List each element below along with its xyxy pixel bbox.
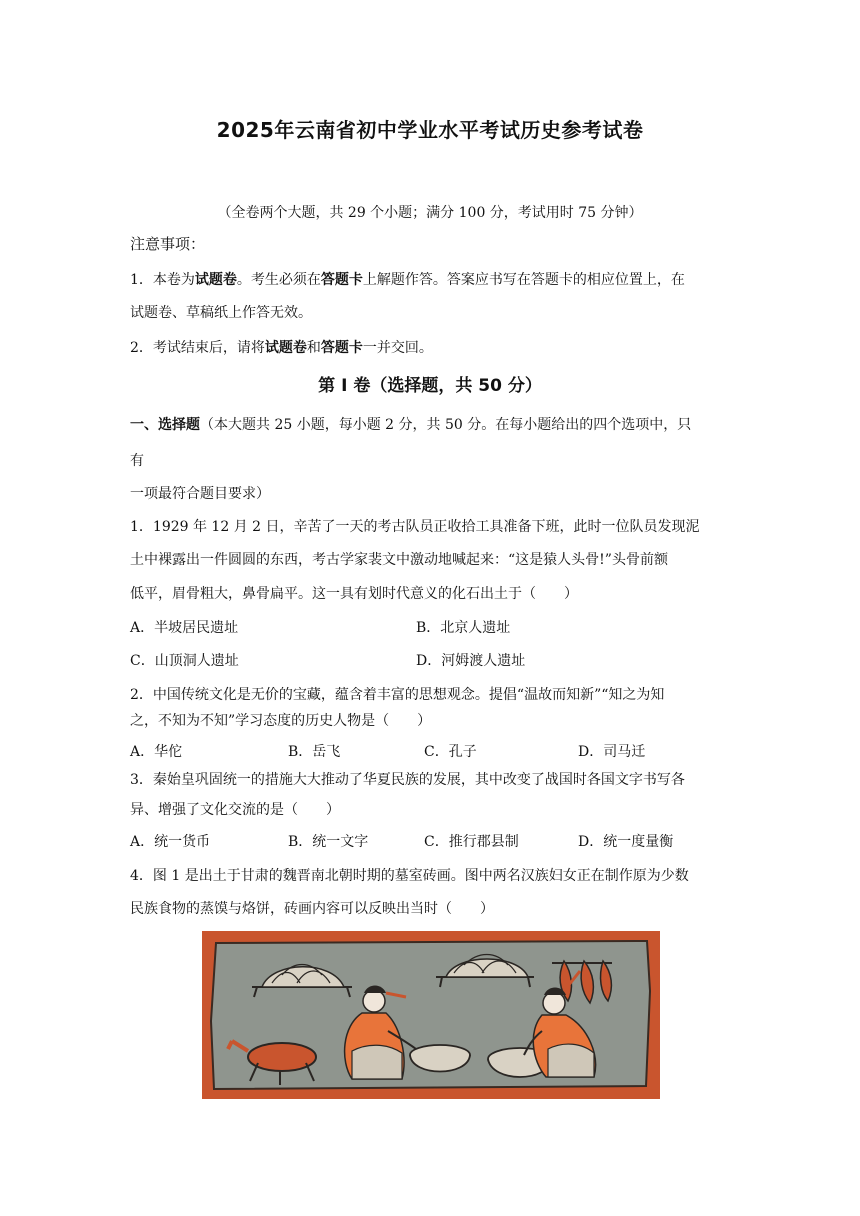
notice-bold: 试题卷 [264, 340, 307, 356]
notice-item-1 [130, 270, 685, 290]
question-1-option-c: C．山顶洞人遗址 [130, 653, 239, 669]
question-2-line-2: 之，不知为不知”学习态度的历史人物是（ ） [130, 713, 432, 729]
notice-text: 一并交回。 [362, 340, 433, 356]
tomb-brick-painting-image [202, 931, 660, 1099]
question-1-line-3: 低平，眉骨粗大，鼻骨扁平。这一具有划时代意义的化石出土于（ ） [130, 586, 578, 602]
section-heading-bold: 一、选择题 [130, 417, 200, 433]
question-1-option-a: A．半坡居民遗址 [130, 620, 239, 636]
question-3-option-c: C．推行郡县制 [424, 834, 519, 850]
question-2-option-a: A．华佗 [130, 744, 183, 760]
basin-middle [410, 1045, 470, 1072]
question-1-option-d: D．河姆渡人遗址 [416, 653, 526, 669]
question-3-option-b: B．统一文字 [288, 834, 369, 850]
question-1-option-b: B．北京人遗址 [416, 620, 511, 636]
tomb-brick-painting-svg [202, 931, 660, 1099]
question-3-line-2: 异、增强了文化交流的是（ ） [130, 802, 340, 818]
notice-text: 。考生必须在 [236, 272, 321, 288]
question-3-option-a: A．统一货币 [130, 834, 211, 850]
question-2-option-c: C．孔子 [424, 744, 477, 760]
question-1-line-1: 1．1929 年 12 月 2 日，辛苦了一天的考古队员正收拾工具准备下班，此时一位队员发现泥 [130, 519, 700, 535]
exam-subtitle: （全卷两个大题，共 29 个小题；满分 100 分，考试用时 75 分钟） [217, 205, 643, 221]
notice-text: 上解题作答。答案应书写在答题卡的相应位置上，在 [362, 272, 685, 288]
notice-text: 2．考试结束后，请将 [130, 340, 265, 356]
question-4-line-2: 民族食物的蒸馍与烙饼，砖画内容可以反映出当时（ ） [130, 901, 494, 917]
page-title: 2025年云南省初中学业水平考试历史参考试卷 [216, 118, 644, 142]
notice-item-2 [130, 338, 433, 358]
notice-text: 和 [306, 340, 321, 356]
question-2-option-b: B．岳飞 [288, 744, 341, 760]
section-heading [130, 415, 691, 435]
section-heading-line-3: 一项最符合题目要求） [130, 486, 270, 502]
notice-heading: 注意事项： [130, 235, 206, 253]
question-3-line-1: 3．秦始皇巩固统一的措施大大推动了华夏民族的发展，其中改变了战国时各国文字书写各 [130, 772, 685, 788]
notice-bold: 试题卷 [194, 272, 237, 288]
question-3-option-d: D．统一度量衡 [578, 834, 674, 850]
question-2-line-1: 2．中国传统文化是无价的宝藏，蕴含着丰富的思想观念。提倡“温故而知新”“知之为知 [130, 687, 665, 703]
section-title: 第 I 卷（选择题，共 50 分） [318, 376, 542, 396]
section-heading-line-2: 有 [130, 453, 144, 469]
notice-item-1-line-2: 试题卷、草稿纸上作答无效。 [130, 305, 312, 321]
question-4-line-1: 4．图 1 是出土于甘肃的魏晋南北朝时期的墓室砖画。图中两名汉族妇女正在制作原为少数 [130, 868, 689, 884]
notice-bold: 答题卡 [320, 272, 363, 288]
section-heading-text: （本大题共 25 小题，每小题 2 分，共 50 分。在每小题给出的四个选项中，只 [200, 417, 692, 433]
question-2-option-d: D．司马迁 [578, 744, 646, 760]
notice-text: 1．本卷为 [130, 272, 195, 288]
notice-bold: 答题卡 [320, 340, 363, 356]
question-1-line-2: 土中裸露出一件圆圆的东西，考古学家裴文中激动地喊起来：“这是猿人头骨!”头骨前额 [130, 552, 668, 568]
